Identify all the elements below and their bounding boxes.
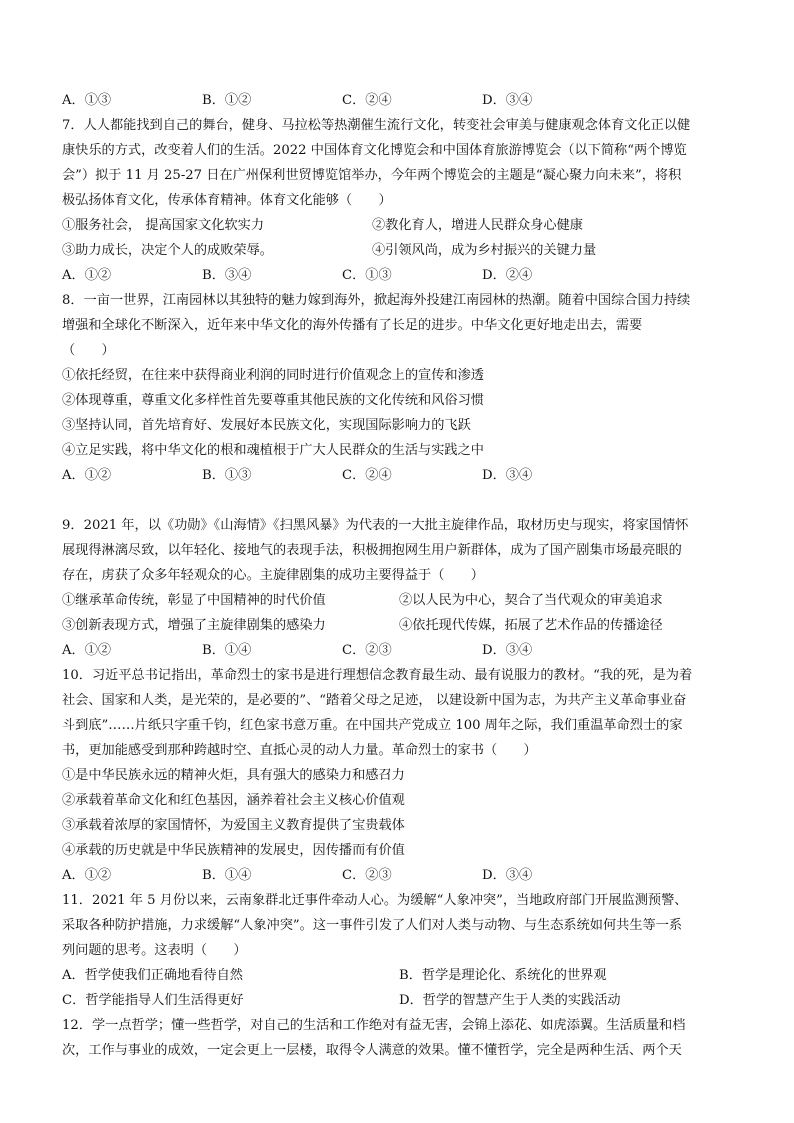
q7-stem-line: 会”）拟于 11 月 25-27 日在广州保利世贸博览馆举办，今年两个博览会的主题是“凝心聚力向未来”，将积	[62, 168, 682, 183]
q9-item-3: ③创新表现方式，增强了主旋律剧集的感染力	[62, 618, 326, 633]
q7-items-row	[62, 213, 732, 238]
q11-option-d[interactable]: D．哲学的智慧产生于人类的实践活动	[399, 993, 621, 1008]
q11-stem-line: 11．2021 年 5 月份以来，云南象群北迁事件牵动人心。为缓解“人象冲突”，当地政府部门开展监测预警、	[62, 893, 688, 908]
q9-option-a[interactable]: A．①②	[62, 643, 112, 658]
q11-options-row	[62, 963, 732, 988]
q10-stem-line: 10．习近平总书记指出，革命烈士的家书是进行理想信念教育最生动、最有说服力的教材。“我的死，是为着	[62, 668, 693, 683]
q6-option-c[interactable]: C．②④	[342, 93, 392, 108]
q8-options	[62, 463, 732, 488]
q10-stem-line: 斗到底”……片纸只字重千钧，红色家书意万重。在中国共产党成立 100 周年之际，我们重温革命烈士的家	[62, 718, 683, 733]
q7-option-c[interactable]: C．①③	[342, 268, 392, 283]
q9-item-1: ①继承革命传统，彰显了中国精神的时代价值	[62, 593, 326, 608]
q10-options	[62, 863, 732, 888]
q8-option-d[interactable]: D．③④	[482, 468, 533, 483]
q7-item-3: ③助力成长，决定个人的成败荣辱。	[62, 243, 273, 258]
q8-stem-line: 增强和全球化不断深入，近年来中华文化的海外传播有了长足的进步。中华文化更好地走出去，需要	[62, 318, 643, 333]
q8-item-1: ①依托经贸，在往来中获得商业利润的同时进行价值观念上的宣传和渗透	[62, 368, 484, 383]
q7-stem-line: 极弘扬体育文化，传承体育精神。体育文化能够（ ）	[62, 193, 392, 208]
q10-item-3: ③承载着浓厚的家国情怀，为爱国主义教育提供了宝贵载体	[62, 818, 405, 833]
q10-option-b[interactable]: B．①④	[202, 868, 252, 883]
q9-stem-line: 9．2021 年，以《功勋》《山海情》《扫黑风暴》为代表的一大批主旋律作品，取材历史与现实，将家国情怀	[62, 518, 689, 533]
q9-item-2: ②以人民为中心，契合了当代观众的审美追求	[399, 593, 663, 608]
q7-option-b[interactable]: B．③④	[202, 268, 252, 283]
q9-options	[62, 638, 732, 663]
q8-stem-line: （ ）	[62, 343, 115, 358]
q8-item-4: ④立足实践，将中华文化的根和魂植根于广大人民群众的生活与实践之中	[62, 443, 484, 458]
q8-option-c[interactable]: C．②④	[342, 468, 392, 483]
q11-stem-line: 列问题的思考。这表明（ ）	[62, 943, 247, 958]
q10-option-c[interactable]: C．②③	[342, 868, 392, 883]
q7-stem-line: 7．人人都能找到自己的舞台，健身、马拉松等热潮催生流行文化，转变社会审美与健康观念体育文化正以健	[62, 118, 691, 133]
q11-option-a[interactable]: A．哲学使我们正确地看待自然	[62, 968, 243, 983]
q10-item-2: ②承载着革命文化和红色基因，涵养着社会主义核心价值观	[62, 793, 405, 808]
q10-option-a[interactable]: A．①②	[62, 868, 112, 883]
q6-option-d[interactable]: D．③④	[482, 93, 533, 108]
q8-option-a[interactable]: A．①②	[62, 468, 112, 483]
q9-item-4: ④依托现代传媒，拓展了艺术作品的传播途径	[399, 618, 663, 633]
q7-option-d[interactable]: D．②④	[482, 268, 533, 283]
q9-option-d[interactable]: D．③④	[482, 643, 533, 658]
q6-option-b[interactable]: B．①②	[202, 93, 252, 108]
q7-stem-line: 康快乐的方式，改变着人们的生活。2022 中国体育文化博览会和中国体育旅游博览会（以下简称“两个博览	[62, 143, 687, 158]
q12-stem-line: 12．学一点哲学；懂一些哲学，对自己的生活和工作绝对有益无害，会锦上添花、如虎添翼。生活质量和档	[62, 1018, 686, 1033]
q9-stem-line: 存在，虏获了众多年轻观众的心。主旋律剧集的成功主要得益于（ ）	[62, 568, 484, 583]
q10-option-d[interactable]: D．③④	[482, 868, 533, 883]
q8-stem-line: 8．一亩一世界，江南园林以其独特的魅力嫁到海外，掀起海外投建江南园林的热潮。随着中国综合国力持续	[62, 293, 691, 308]
q10-stem-line: 书，更加能感受到那种跨越时空、直抵心灵的动人力量。革命烈士的家书（ ）	[62, 743, 537, 758]
q12-stem-line: 次，工作与事业的成效，一定会更上一层楼，取得令人满意的效果。懂不懂哲学，完全是两种生活、两个天	[62, 1043, 682, 1058]
q7-item-2: ②教化育人，增进人民群众身心健康	[372, 218, 583, 233]
q9-items-row	[62, 613, 732, 638]
q9-option-c[interactable]: C．②③	[342, 643, 392, 658]
q11-options-row	[62, 988, 732, 1013]
q9-option-b[interactable]: B．①④	[202, 643, 252, 658]
q8-option-b[interactable]: B．①③	[202, 468, 252, 483]
q10-item-1: ①是中华民族永远的精神火炬，具有强大的感染力和感召力	[62, 768, 405, 783]
q7-item-4: ④引领风尚，成为乡村振兴的关键力量	[372, 243, 597, 258]
q11-option-b[interactable]: B．哲学是理论化、系统化的世界观	[399, 968, 607, 983]
q8-item-2: ②体现尊重，尊重文化多样性首先要尊重其他民族的文化传统和风俗习惯	[62, 393, 484, 408]
q7-option-a[interactable]: A．①②	[62, 268, 112, 283]
q10-item-4: ④承载的历史就是中华民族精神的发展史，因传播而有价值	[62, 843, 405, 858]
q6-option-a[interactable]: A．①③	[62, 93, 112, 108]
q10-stem-line: 社会、国家和人类，是光荣的，是必要的”、“踏着父母之足迹， 以建设新中国为志，为共产主义革命事业奋	[62, 693, 687, 708]
q6-options	[62, 88, 732, 113]
q9-stem-line: 展现得淋漓尽致，以年轻化、接地气的表现手法，积极拥抱网生用户新群体，成为了国产剧集市场最亮眼的	[62, 543, 682, 558]
q8-item-3: ③坚持认同，首先培育好、发展好本民族文化，实现国际影响力的飞跃	[62, 418, 471, 433]
q11-stem-line: 采取各种防护措施，力求缓解“人象冲突”。这一事件引发了人们对人类与动物、与生态系统如何共生等一系	[62, 918, 683, 933]
q9-items-row	[62, 588, 732, 613]
q11-option-c[interactable]: C．哲学能指导人们生活得更好	[62, 993, 244, 1008]
q7-items-row	[62, 238, 732, 263]
q7-item-1: ①服务社会， 提高国家文化软实力	[62, 218, 265, 233]
q7-options	[62, 263, 732, 288]
